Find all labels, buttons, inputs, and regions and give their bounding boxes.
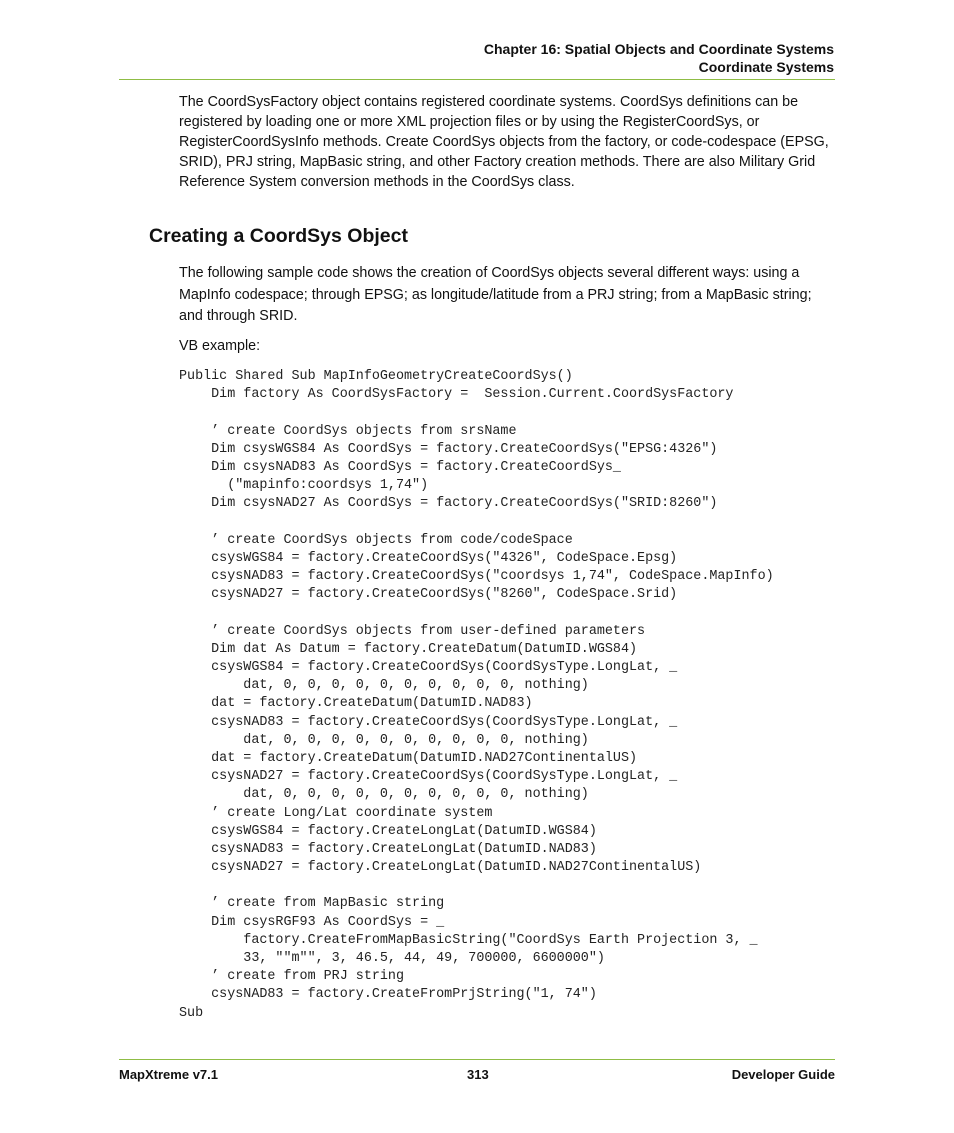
section-heading: Creating a CoordSys Object: [149, 225, 408, 247]
code-line: dat = factory.CreateDatum(DatumID.NAD27ContinentalUS): [179, 750, 638, 766]
running-header: [484, 40, 834, 76]
code-line: dat, 0, 0, 0, 0, 0, 0, 0, 0, 0, 0, nothing): [179, 732, 589, 748]
code-line: csysWGS84 = factory.CreateCoordSys("4326", CodeSpace.Epsg): [179, 550, 678, 566]
chapter-title: Chapter 16: Spatial Objects and Coordinate Systems: [483, 41, 834, 57]
code-block: [179, 368, 774, 1023]
code-line: csysNAD27 = factory.CreateCoordSys(CoordSysType.LongLat, _: [179, 769, 678, 785]
code-line: csysNAD27 = factory.CreateLongLat(DatumID.NAD27ContinentalUS): [179, 860, 702, 876]
code-line: [179, 404, 774, 422]
code-line: ’ create CoordSys objects from srsName: [179, 423, 517, 439]
code-line: csysNAD83 = factory.CreateCoordSys(CoordSysType.LongLat, _: [179, 714, 678, 730]
code-line: Dim csysWGS84 As CoordSys = factory.CreateCoordSys("EPSG:4326"): [179, 441, 718, 457]
footer-guide: Developer Guide: [731, 1067, 835, 1082]
code-line: ’ create CoordSys objects from code/codeSpace: [179, 532, 573, 548]
footer-product: MapXtreme v7.1: [119, 1067, 218, 1082]
code-line: dat, 0, 0, 0, 0, 0, 0, 0, 0, 0, 0, nothing): [179, 678, 589, 694]
code-line: ’ create from PRJ string: [179, 969, 404, 985]
code-line: [179, 514, 774, 532]
code-line: csysNAD27 = factory.CreateCoordSys("8260", CodeSpace.Srid): [179, 587, 678, 603]
section-paragraph: The following sample code shows the creation of CoordSys objects several different ways: using a MapInfo codespace; through EPSG; as longitude/latitude from a PRJ string; from a MapBasic string; and through SRID.: [179, 265, 812, 324]
code-line: dat = factory.CreateDatum(DatumID.NAD83): [179, 696, 533, 712]
code-line: ’ create Long/Lat coordinate system: [179, 805, 493, 821]
footer-page-number: 313: [467, 1067, 489, 1082]
code-line: [179, 877, 774, 895]
code-line: factory.CreateFromMapBasicString("CoordSys Earth Projection 3, _: [179, 932, 758, 948]
code-line: csysNAD83 = factory.CreateLongLat(DatumID.NAD83): [179, 841, 597, 857]
code-line: ’ create CoordSys objects from user-defined parameters: [179, 623, 646, 639]
code-line: ("mapinfo:coordsys 1,74"): [179, 478, 429, 494]
code-line: 33, ""m"", 3, 46.5, 44, 49, 700000, 6600000"): [179, 951, 605, 966]
code-line: csysNAD83 = factory.CreateFromPrjString("1, 74"): [179, 987, 597, 1003]
header-rule: [119, 79, 835, 80]
code-line: Sub: [179, 1005, 204, 1021]
section-running-title: Coordinate Systems: [698, 59, 834, 75]
intro-paragraph: The CoordSysFactory object contains registered coordinate systems. CoordSys definitions can be registered by loading one or more XML projection files or by using the RegisterCoordSys, or RegisterCoordSysInfo methods. Create CoordSys objects from the factory, or code-codespace (EPSG, SRID), PRJ string, MapBasic string, and other Factory creation methods. There are also Military Grid Reference System conversion methods in the CoordSys class.: [179, 94, 829, 190]
code-line: Dim factory As CoordSysFactory = Session.Current.CoordSysFactory: [179, 387, 734, 403]
code-line: Dim dat As Datum = factory.CreateDatum(DatumID.WGS84): [179, 641, 638, 657]
footer-rule: [119, 1059, 835, 1060]
code-line: csysWGS84 = factory.CreateCoordSys(CoordSysType.LongLat, _: [179, 660, 678, 675]
code-line: Dim csysNAD83 As CoordSys = factory.CreateCoordSys_: [179, 459, 621, 475]
code-line: Public Shared Sub MapInfoGeometryCreateCoordSys(): [179, 369, 573, 384]
code-line: dat, 0, 0, 0, 0, 0, 0, 0, 0, 0, 0, nothing): [179, 787, 589, 803]
code-line: Dim csysRGF93 As CoordSys = _: [179, 914, 445, 930]
code-line: csysNAD83 = factory.CreateCoordSys("coordsys 1,74", CodeSpace.MapInfo): [179, 569, 774, 585]
example-label: VB example:: [179, 338, 261, 354]
code-line: ’ create from MapBasic string: [179, 896, 445, 912]
code-line: [179, 604, 774, 622]
code-line: csysWGS84 = factory.CreateLongLat(DatumID.WGS84): [179, 823, 597, 839]
code-line: Dim csysNAD27 As CoordSys = factory.CreateCoordSys("SRID:8260"): [179, 496, 718, 512]
